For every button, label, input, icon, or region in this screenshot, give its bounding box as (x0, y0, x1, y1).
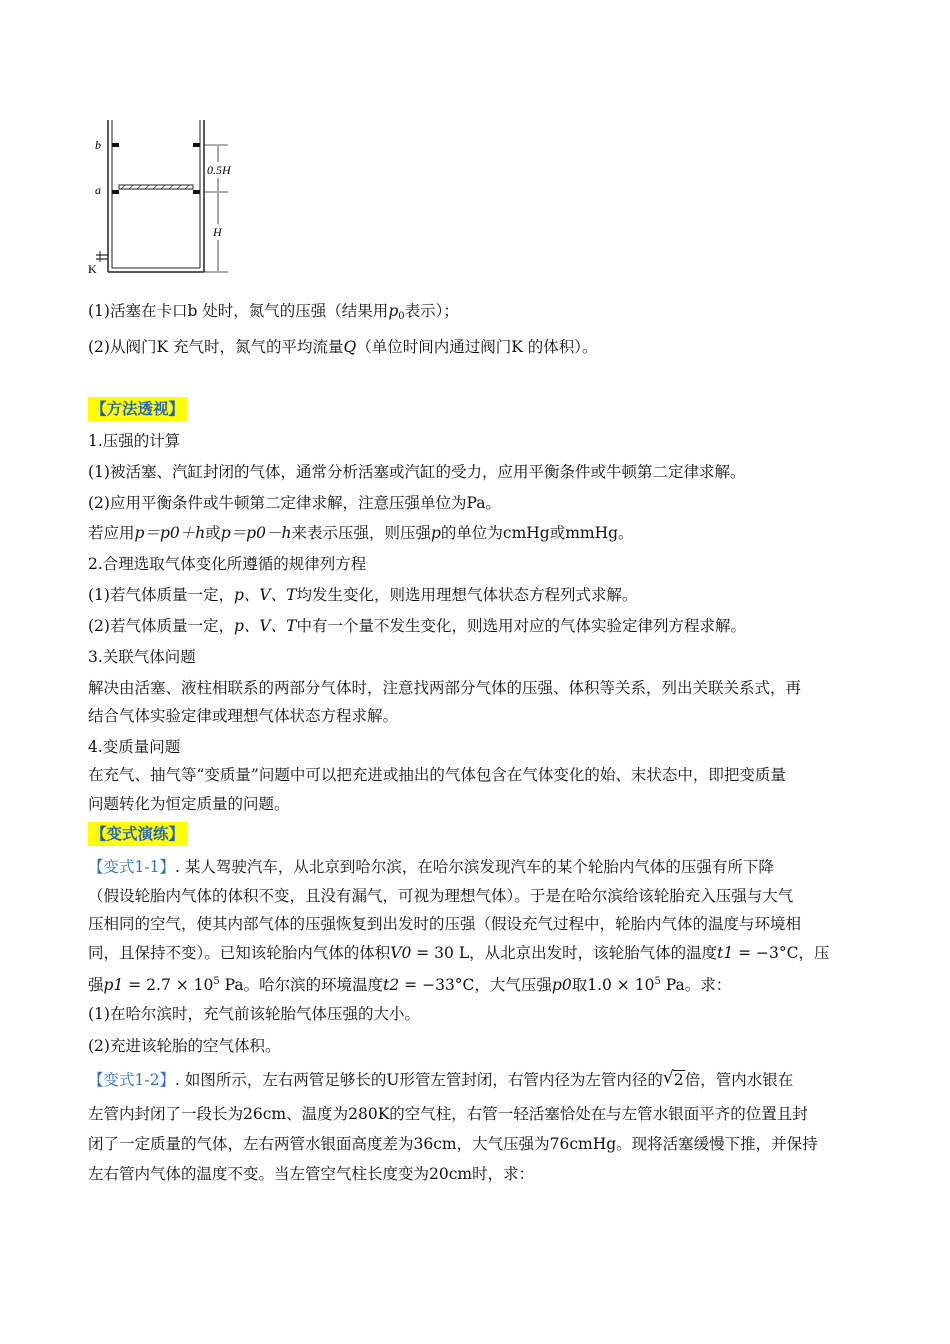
stop-b-right (193, 143, 200, 147)
method-line-6: (1)若气体质量一定，p、V、T均发生变化，则选用理想气体状态方程列式求解。 (88, 586, 638, 604)
method-line-3: (2)应用平衡条件或牛顿第二定律求解，注意压强单位为Pa。 (88, 494, 501, 512)
method-line-2: (1)被活塞、汽缸封闭的气体，通常分析活塞或汽缸的受力，应用平衡条件或牛顿第二定律求解。 (88, 463, 746, 481)
question-2: (2)从阀门K 充气时，氮气的平均流量Q（单位时间内通过阀门K 的体积）。 (88, 338, 598, 356)
method-line-9: 解决由活塞、液柱相联系的两部分气体时，注意找两部分气体的压强、体积等关系，列出关联关系式，再 (88, 679, 802, 697)
exercise-1-2-tag: 【变式1-2】 (88, 1071, 175, 1089)
method-line-13: 问题转化为恒定质量的问题。 (88, 795, 290, 813)
exercise-1-1-tag: 【变式1-1】 (88, 858, 175, 876)
method-line-1: 1.压强的计算 (88, 432, 181, 450)
sqrt-symbol: √ 2 (663, 1069, 685, 1091)
method-line-12: 在充气、抽气等“变质量”问题中可以把充进或抽出的气体包含在气体变化的始、末状态中，即把变质量 (88, 766, 786, 784)
exercise-1-2-line-1: 【变式1-2】. 如图所示，左右两管足够长的U形管左管封闭，右管内径为左管内径的√ 2倍，管内水银在 (88, 1069, 868, 1091)
exercise-1-1-question-2: (2)充进该轮胎的空气体积。 (88, 1037, 281, 1055)
dim-lower-label: H (213, 225, 222, 239)
stop-a-left (112, 190, 119, 194)
method-line-8: 3.关联气体问题 (88, 648, 196, 666)
exercise-1-1-line-5: 强$p1 = 2.7 \times 10^5$ Pa。哈尔滨的环境温度t2 = −33°C，大气压强p0取$1.0 \times 10^5$ Pa。求： (88, 976, 732, 994)
exercise-1-1-question-1: (1)在哈尔滨时，充气前该轮胎气体压强的大小。 (88, 1005, 420, 1023)
question-1: (1)活塞在卡口b 处时，氮气的压强（结果用$p_0$表示）； (88, 302, 459, 322)
exercise-1-1-line-1: 【变式1-1】. 某人驾驶汽车，从北京到哈尔滨，在哈尔滨发现汽车的某个轮胎内气体的压强有所下降 (88, 858, 774, 876)
dim-upper-label: 0.5H (207, 163, 231, 177)
cylinder-figure (86, 112, 246, 284)
method-heading: 【方法透视】 (88, 397, 187, 421)
practice-heading: 【变式演练】 (88, 822, 187, 846)
method-line-10: 结合气体实验定律或理想气体状态方程求解。 (88, 707, 399, 725)
method-line-11: 4.变质量问题 (88, 738, 181, 756)
exercise-1-2-line-2: 左管内封闭了一段长为26cm、温度为280K的空气柱，右管一轻活塞恰处在与左管水银面平齐的位置且封 (88, 1105, 808, 1123)
method-line-4: 若应用p＝p0＋h或p＝p0－h来表示压强，则压强p的单位为cmHg或mmHg。 (88, 524, 634, 542)
method-line-7: (2)若气体质量一定，p、V、T中有一个量不发生变化，则选用对应的气体实验定律列方程求解。 (88, 617, 746, 635)
exercise-1-1-line-3: 压相同的空气，使其内部气体的压强恢复到出发时的压强（假设充气过程中，轮胎内气体的温度与环境相 (88, 915, 802, 933)
label-a: a (95, 183, 101, 197)
exercise-1-2-line-4: 左右管内气体的温度不变。当左管空气柱长度变为20cm时，求： (88, 1165, 535, 1183)
exercise-1-1-line-4: 同，且保持不变）。已知该轮胎内气体的体积V0 = 30 L，从北京出发时，该轮胎气体的温度t1 = −3°C，压 (88, 944, 830, 962)
exercise-1-2-line-3: 闭了一定质量的气体，左右两管水银面高度差为36cm，大气压强为76cmHg。现将活塞缓慢下推，并保持 (88, 1135, 818, 1153)
stop-b-left (112, 143, 119, 147)
stop-a-right (193, 190, 200, 194)
method-line-5: 2.合理选取气体变化所遵循的规律列方程 (88, 555, 367, 573)
exercise-1-1-line-2: （假设轮胎内气体的体积不变，且没有漏气，可视为理想气体）。于是在哈尔滨给该轮胎充入压强与大气 (88, 887, 794, 905)
label-k: K (88, 262, 97, 276)
label-b: b (95, 138, 101, 152)
